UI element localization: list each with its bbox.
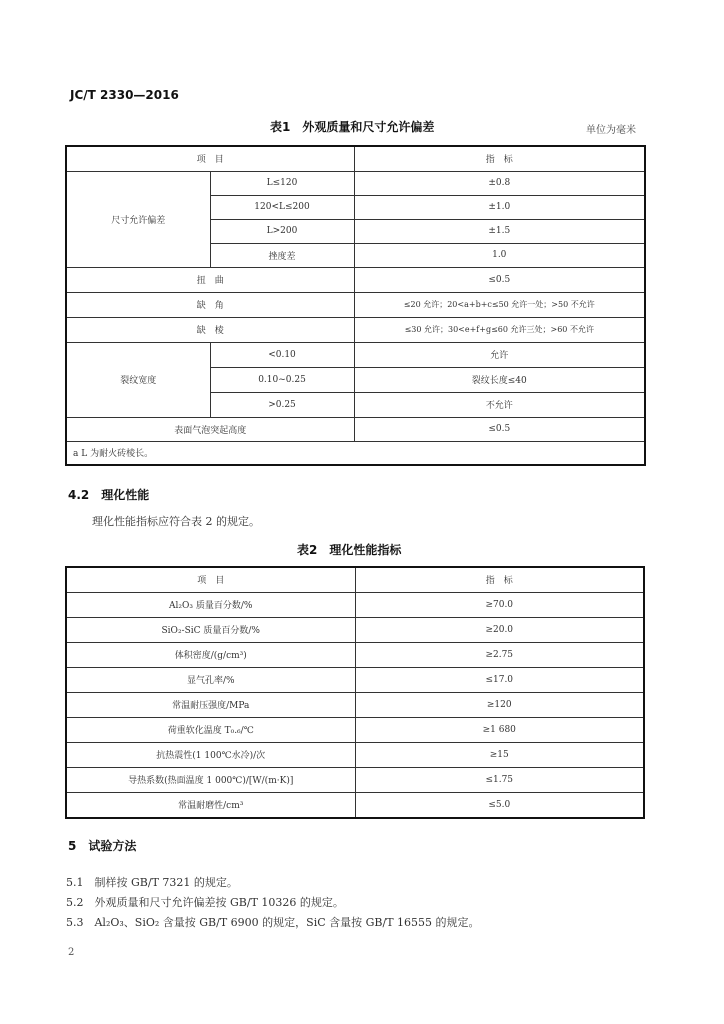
table1 — [65, 145, 646, 466]
bubble-label: 表面气泡突起高度 — [66, 417, 354, 441]
table2-item: 体积密度/(g/cm³) — [66, 642, 355, 667]
missing-corner-label: 缺 角 — [66, 292, 354, 317]
table1-header-index: 指 标 — [354, 146, 645, 171]
missing-edge-label: 缺 棱 — [66, 317, 354, 342]
table2-value: ≥120 — [355, 692, 644, 717]
table2-item: SiO₂-SiC 质量百分数/% — [66, 617, 355, 642]
dim-value: ±1.0 — [354, 195, 645, 219]
table1-note: a L 为耐火砖棱长。 — [66, 441, 645, 465]
table-row — [66, 317, 645, 342]
table-row — [66, 792, 644, 818]
dim-value: 1.0 — [354, 243, 645, 267]
crack-value: 允许 — [354, 342, 645, 367]
dim-cond: 挫度差 — [210, 243, 354, 267]
page-number: 2 — [68, 947, 75, 958]
table2-header-index: 指 标 — [355, 567, 644, 592]
table-row — [66, 342, 645, 367]
table2-value: ≤1.75 — [355, 767, 644, 792]
table2-item: 常温耐压强度/MPa — [66, 692, 355, 717]
section-4-2-text: 理化性能指标应符合表 2 的规定。 — [92, 515, 260, 528]
section-5-item: 5.3 Al₂O₃、SiO₂ 含量按 GB/T 6900 的规定，SiC 含量按 GB/T 16555 的规定。 — [66, 916, 480, 929]
dim-cond: L>200 — [210, 219, 354, 243]
bubble-value: ≤0.5 — [354, 417, 645, 441]
table2-item: 抗热震性(1 100℃水冷)/次 — [66, 742, 355, 767]
table1-header-item: 项 目 — [66, 146, 354, 171]
table-row — [66, 267, 645, 292]
table-row — [66, 592, 644, 617]
crack-value: 不允许 — [354, 392, 645, 417]
table-row — [66, 642, 644, 667]
missing-corner-value: ≤20 允许；20<a+b+c≤50 允许一处；>50 不允许 — [354, 292, 645, 317]
table2-value: ≥70.0 — [355, 592, 644, 617]
section-5-item: 5.2 外观质量和尺寸允许偏差按 GB/T 10326 的规定。 — [66, 896, 344, 909]
table2-value: ≥1 680 — [355, 717, 644, 742]
table2-value: ≤17.0 — [355, 667, 644, 692]
table2-item: 显气孔率/% — [66, 667, 355, 692]
table-row — [66, 692, 644, 717]
table2-item: 导热系数(热面温度 1 000℃)/[W/(m·K)] — [66, 767, 355, 792]
twist-label: 扭 曲 — [66, 267, 354, 292]
table1-caption: 表1 外观质量和尺寸允许偏差 — [270, 120, 435, 134]
missing-edge-value: ≤30 允许；30<e+f+g≤60 允许三处；>60 不允许 — [354, 317, 645, 342]
table-row — [66, 617, 644, 642]
table-row — [66, 417, 645, 441]
standard-number: JC/T 2330—2016 — [70, 88, 179, 102]
dim-group-label: 尺寸允许偏差 — [66, 171, 210, 267]
dim-cond: 120<L≤200 — [210, 195, 354, 219]
table2-caption: 表2 理化性能指标 — [297, 543, 402, 557]
table2 — [65, 566, 645, 819]
crack-group-label: 裂纹宽度 — [66, 342, 210, 417]
table2-header-item: 项 目 — [66, 567, 355, 592]
section-4-2-heading: 4.2 理化性能 — [68, 488, 150, 502]
table1-unit: 单位为毫米 — [586, 125, 636, 136]
dim-value: ±0.8 — [354, 171, 645, 195]
table2-item: 常温耐磨性/cm³ — [66, 792, 355, 818]
table-row — [66, 742, 644, 767]
table2-value: ≤5.0 — [355, 792, 644, 818]
dim-value: ±1.5 — [354, 219, 645, 243]
twist-value: ≤0.5 — [354, 267, 645, 292]
table-row — [66, 767, 644, 792]
section-5-heading: 5 试验方法 — [68, 839, 137, 853]
table2-value: ≥2.75 — [355, 642, 644, 667]
table2-value: ≥20.0 — [355, 617, 644, 642]
section-5-item: 5.1 制样按 GB/T 7321 的规定。 — [66, 876, 238, 889]
crack-value: 裂纹长度≤40 — [354, 367, 645, 392]
table-row — [66, 667, 644, 692]
table-row — [66, 171, 645, 195]
table2-item: Al₂O₃ 质量百分数/% — [66, 592, 355, 617]
dim-cond: L≤120 — [210, 171, 354, 195]
table2-value: ≥15 — [355, 742, 644, 767]
crack-cond: <0.10 — [210, 342, 354, 367]
table-row — [66, 717, 644, 742]
crack-cond: >0.25 — [210, 392, 354, 417]
crack-cond: 0.10~0.25 — [210, 367, 354, 392]
table-row — [66, 292, 645, 317]
table2-item: 荷重软化温度 T₀.₆/℃ — [66, 717, 355, 742]
